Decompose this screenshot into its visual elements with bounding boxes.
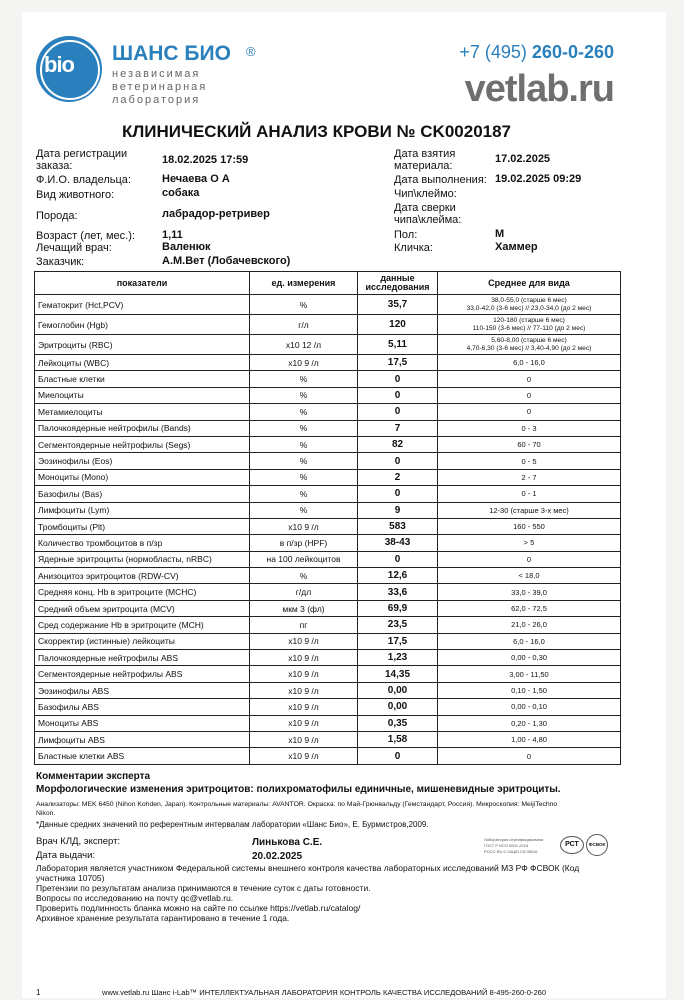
unit-cell: г/л [250,315,358,335]
unit-cell: % [250,420,358,436]
breed-label: Порода: [36,210,78,222]
parameter-name: Моноциты ABS [35,715,250,731]
header-parameter: показатели [35,272,250,295]
parameter-name: Палочкоядерные нейтрофилы ABS [35,650,250,666]
value-cell: 1,58 [358,731,438,747]
table-row [35,748,621,764]
reference-cell [438,551,621,567]
value-cell: 0,00 [358,699,438,715]
unit-cell: % [250,404,358,420]
parameter-name: Ядерные эритроциты (нормобласты, nRBC) [35,551,250,567]
customer-label: Заказчик: [36,256,85,268]
table-row [35,335,621,355]
reference-cell [438,295,621,315]
site-url[interactable]: vetlab.ru [464,68,614,110]
parameter-name: Лейкоциты (WBC) [35,355,250,371]
parameter-name: Сред содержание Hb в эритроците (MCH) [35,617,250,633]
parameter-name: Сегментоядерные нейтрофилы ABS [35,666,250,682]
table-header-row [35,272,621,295]
reference-line: > 5 [523,538,535,548]
table-row [35,682,621,698]
parameter-name: Эритроциты (RBC) [35,335,250,355]
footer-line-6: Архивное хранение результата гарантировано в течение 1 года. [36,913,290,923]
lab-logo [36,36,102,102]
age-value: 1,11 [162,229,183,241]
unit-cell: % [250,469,358,485]
nick-value: Хаммер [495,241,538,253]
parameter-name: Эозинофилы ABS [35,682,250,698]
chip-check-label-2: чипа\клейма: [394,214,462,226]
document-title: КЛИНИЧЕСКИЙ АНАЛИЗ КРОВИ № CK0020187 [122,122,512,141]
reference-cell [438,355,621,371]
reference-line: 110-150 (3-6 мес) // 77-110 (до 2 мес) [472,324,586,332]
sex-label: Пол: [394,229,418,241]
logo-text: bio [44,52,74,77]
table-row [35,600,621,616]
parameter-name: Гемоглобин (Hgb) [35,315,250,335]
parameter-name: Средняя конц. Hb в эритроците (MCHC) [35,584,250,600]
unit-cell: x10 9 /л [250,666,358,682]
reference-line: 0,10 - 1,50 [511,686,547,695]
expert-value: Линькова С.Е. [252,837,323,848]
header-value: данные исследования [358,272,438,295]
unit-cell: в п/зр (HPF) [250,535,358,551]
value-cell: 0 [358,453,438,469]
parameter-name: Средний объем эритроцита (MCV) [35,600,250,616]
reference-line: 4,70-6,30 (3-6 мес) // 3,40-4,90 (до 2 мес) [466,344,592,352]
table-row [35,617,621,633]
issue-date-value: 20.02.2025 [252,851,303,862]
value-cell: 7 [358,420,438,436]
footer-line-4: Вопросы по исследованию на почту qc@vetlab.ru. [36,893,234,903]
unit-cell: x10 9 /л [250,355,358,371]
table-row [35,633,621,649]
value-cell: 0 [358,404,438,420]
value-cell: 14,35 [358,666,438,682]
reference-line: 120-180 (старше 6 мес) [493,317,565,325]
reference-line: 160 - 550 [513,522,545,532]
value-cell: 0 [358,551,438,567]
footer-line-3: Претензии по результатам анализа принимаются в течение суток с даты готовности. [36,883,371,893]
unit-cell: x10 9 /л [250,633,358,649]
parameter-name: Базофилы (Bas) [35,486,250,502]
age-label: Возраст (лет, мес.): [36,230,135,242]
reference-line: 2 - 7 [521,472,537,482]
rst-stamp: РСТ [560,836,584,854]
reference-cell [438,584,621,600]
results-table [34,271,621,765]
table-row [35,666,621,682]
reference-line: 0,00 - 0,10 [511,702,547,712]
parameter-name: Количество тромбоцитов в п/зр [35,535,250,551]
reference-note: *Данные средних значений по референтным интервалам лаборатории «Шанс Био», Е. Бурмистров,2009. [36,820,429,829]
unit-cell: г/дл [250,584,358,600]
sex-value: М [495,228,505,240]
table-row [35,436,621,452]
table-row [35,518,621,534]
table-row [35,584,621,600]
table-row [35,387,621,403]
reg-date-value: 18.02.2025 17:59 [162,154,249,166]
value-cell: 0,00 [358,682,438,698]
species-value: собака [162,187,200,199]
reference-line: 33,0 - 39,0 [511,587,547,597]
reference-cell [438,617,621,633]
reference-line: 6,0 - 16,0 [513,358,545,368]
sample-date-label-2: материала: [394,160,453,172]
table-row [35,420,621,436]
unit-cell: x10 12 /л [250,335,358,355]
reference-cell [438,315,621,335]
value-cell: 5,11 [358,335,438,355]
table-row [35,371,621,387]
done-date-label: Дата выполнения: [394,174,487,186]
tagline-2: ветеринарная [112,81,208,93]
reference-cell [438,748,621,764]
table-row [35,551,621,567]
unit-cell: % [250,486,358,502]
footer-line-1: Лаборатория является участником Федеральной системы внешнего контроля качества лабораторных исследований МЗ РФ ФСВОК (Код [36,863,580,873]
issue-date-label: Дата выдачи: [36,850,96,861]
reference-cell [438,666,621,682]
reference-cell [438,453,621,469]
value-cell: 23,5 [358,617,438,633]
reference-line: 0 [526,407,532,417]
reference-cell [438,731,621,747]
cert-line-1: Лаборатория сертифицирована [484,837,544,842]
parameter-name: Миелоциты [35,387,250,403]
table-row [35,486,621,502]
cert-line-3: РОСС RU.C.04ЦЮ.СК.00016 [484,849,538,854]
chip-label: Чип\клеймо: [394,188,457,200]
footer-line-2: участника 10705) [36,873,105,883]
bottom-line: www.vetlab.ru Шанс i-Lab™ ИНТЕЛЛЕКТУАЛЬНАЯ ЛАБОРАТОРИЯ КОНТРОЛЬ КАЧЕСТВА ИССЛЕДОВАНИЙ 8-495-260-0-260 [102,988,547,997]
fsvok-stamp: ФСВОК [586,834,608,856]
brand-name: ШАНС БИО [112,42,231,65]
expert-label: Врач КЛД, эксперт: [36,836,121,847]
parameter-name: Анизоцитоз эритроцитов (RDW-CV) [35,568,250,584]
unit-cell: мкм 3 (фл) [250,600,358,616]
unit-cell: x10 9 /л [250,715,358,731]
value-cell: 0 [358,486,438,502]
table-row [35,295,621,315]
reference-line: 0,00 - 0,30 [511,653,547,663]
unit-cell: % [250,453,358,469]
value-cell: 9 [358,502,438,518]
value-cell: 38-43 [358,535,438,551]
registered-mark: ® [246,44,256,59]
unit-cell: x10 9 /л [250,518,358,534]
reference-cell [438,535,621,551]
reference-cell [438,715,621,731]
reference-line: 3,00 - 11,50 [509,669,549,679]
unit-cell: % [250,371,358,387]
species-label: Вид животного: [36,189,115,201]
parameter-name: Лимфоциты (Lym) [35,502,250,518]
value-cell: 2 [358,469,438,485]
doctor-value: Валенюк [162,241,211,253]
parameter-name: Лимфоциты ABS [35,731,250,747]
reference-cell [438,518,621,534]
table-row [35,568,621,584]
unit-cell: % [250,295,358,315]
tagline-3: лаборатория [112,94,201,106]
header-reference: Среднее для вида [438,272,621,295]
tagline-1: независимая [112,68,201,80]
page-number: 1 [36,988,41,997]
unit-cell: x10 9 /л [250,650,358,666]
reference-cell [438,486,621,502]
doctor-label: Лечащий врач: [36,242,112,254]
parameter-name: Палочкоядерные нейтрофилы (Bands) [35,420,250,436]
value-cell: 33,6 [358,584,438,600]
reference-line: 0 [526,374,532,384]
reference-line: 0 [526,554,532,564]
value-cell: 0 [358,371,438,387]
owner-value: Нечаева О А [162,173,230,185]
unit-cell: % [250,502,358,518]
sample-date-value: 17.02.2025 [495,153,551,165]
chip-check-label-1: Дата сверки [394,202,456,214]
reference-line: 60 - 70 [517,440,541,450]
value-cell: 82 [358,436,438,452]
value-cell: 69,9 [358,600,438,616]
report-page [22,12,666,998]
reference-line: 0 - 5 [521,456,537,466]
table-row [35,469,621,485]
reference-cell [438,335,621,355]
value-cell: 12,6 [358,568,438,584]
reference-line: 62,0 - 72,5 [511,604,547,614]
phone-prefix: +7 (495) [459,42,527,62]
table-row [35,355,621,371]
footer-line-5: Проверить подлинность бланка можно на сайте по ссылке https://vetlab.ru/catalog/ [36,903,361,913]
reference-line: 0,20 - 1,30 [511,718,547,728]
customer-value: А.М.Вет (Лобачевского) [162,255,291,267]
reference-cell [438,568,621,584]
unit-cell: x10 9 /л [250,699,358,715]
reference-cell [438,404,621,420]
value-cell: 120 [358,315,438,335]
value-cell: 17,5 [358,355,438,371]
value-cell: 17,5 [358,633,438,649]
parameter-name: Гематокрит (Hct,PCV) [35,295,250,315]
reference-line: 0 - 1 [521,489,537,499]
reference-cell [438,469,621,485]
value-cell: 0,35 [358,715,438,731]
unit-cell: x10 9 /л [250,682,358,698]
reg-date-label-1: Дата регистрации [36,148,128,160]
nick-label: Кличка: [394,242,433,254]
table-row [35,315,621,335]
reference-line: < 18,0 [518,571,540,581]
parameter-name: Сегментоядерные нейтрофилы (Segs) [35,436,250,452]
table-row [35,535,621,551]
phone-number: 260-0-260 [531,42,614,62]
reference-line: 0 - 3 [521,423,537,433]
reference-cell [438,420,621,436]
breed-value: лабрадор-ретривер [162,208,270,220]
reference-cell [438,650,621,666]
analyzers-note-1: Анализаторы: MEK 6450 (Nihon Kohden, Japan). Контрольные материалы: AVANTOR. Окраска: по Май-Грюнвальду (Гемстандарт, Россия). Микроскопия: MeijiTechno [36,801,558,808]
reference-line: 0 [526,390,532,400]
reference-line: 1,00 - 4,80 [511,735,547,745]
analyzers-note-2: Nikon. [36,810,56,817]
value-cell: 35,7 [358,295,438,315]
reference-line: 0 [526,751,532,761]
reference-cell [438,436,621,452]
reference-cell [438,600,621,616]
table-row [35,699,621,715]
reference-line: 5,60-8,00 (старше 6 мес) [491,337,567,345]
unit-cell: x10 9 /л [250,748,358,764]
parameter-name: Бластные клетки ABS [35,748,250,764]
reference-line: 33,0-42,0 (3-6 мес) // 23,0-34,0 (до 2 мес) [466,304,592,312]
table-row [35,715,621,731]
unit-cell: % [250,568,358,584]
reference-cell [438,682,621,698]
reference-cell [438,502,621,518]
table-body [35,295,621,765]
parameter-name: Скорректир (истинные) лейкоциты [35,633,250,649]
unit-cell: пг [250,617,358,633]
reference-cell [438,387,621,403]
header-unit: ед. измерения [250,272,358,295]
owner-label: Ф.И.О. владельца: [36,174,131,186]
reference-line: 38,0-55,0 (старше 6 мес) [491,297,567,305]
table-row [35,404,621,420]
reference-cell [438,633,621,649]
unit-cell: % [250,436,358,452]
table-row [35,731,621,747]
unit-cell: x10 9 /л [250,731,358,747]
table-row [35,502,621,518]
unit-cell: % [250,387,358,403]
table-row [35,650,621,666]
sample-date-label-1: Дата взятия [394,148,456,160]
cert-line-2: ГОСТ Р ИСО 9001-2015 [484,843,529,848]
done-date-value: 19.02.2025 09:29 [495,173,582,185]
parameter-name: Моноциты (Mono) [35,469,250,485]
comments-title: Комментарии эксперта [36,771,151,782]
unit-cell: на 100 лейкоцитов [250,551,358,567]
reference-line: 21,0 - 26,0 [511,620,547,630]
parameter-name: Бластные клетки [35,371,250,387]
comments-text: Морфологические изменения эритроцитов: полихроматофилы единичные, мишеневидные эритроциты. [36,784,561,795]
reference-cell [438,699,621,715]
value-cell: 0 [358,387,438,403]
reg-date-label-2: заказа: [36,160,73,172]
phone[interactable] [459,42,614,63]
reference-cell [438,371,621,387]
reference-line: 12-30 (старше 3-х мес) [489,505,569,515]
value-cell: 583 [358,518,438,534]
parameter-name: Базофилы ABS [35,699,250,715]
table-row [35,453,621,469]
value-cell: 0 [358,748,438,764]
parameter-name: Метамиелоциты [35,404,250,420]
parameter-name: Эозинофилы (Eos) [35,453,250,469]
parameter-name: Тромбоциты (Plt) [35,518,250,534]
value-cell: 1,23 [358,650,438,666]
reference-line: 6,0 - 16,0 [513,636,545,646]
